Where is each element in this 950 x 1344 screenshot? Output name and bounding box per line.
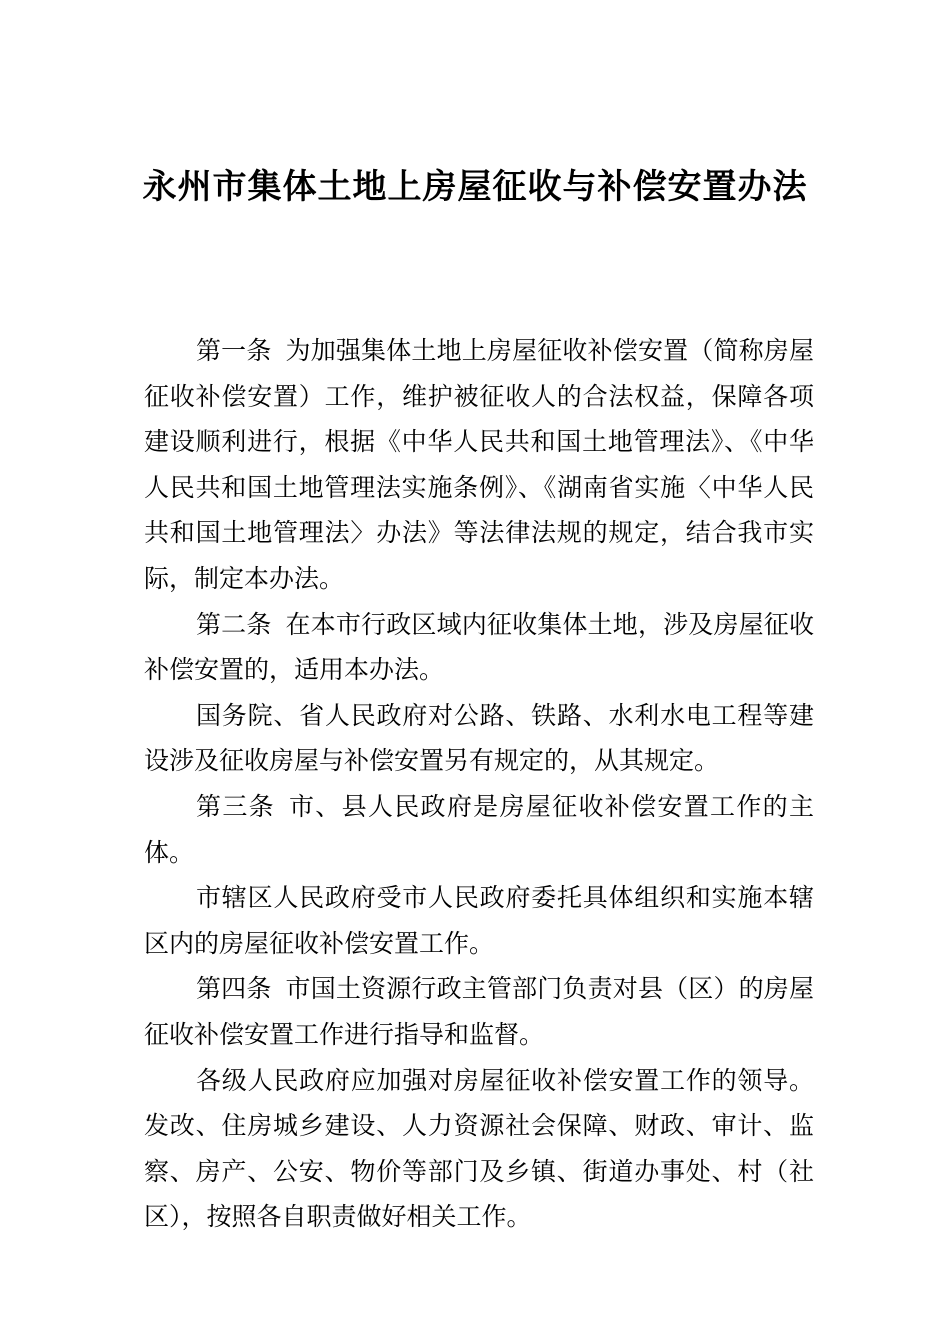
document-title: 永州市集体土地上房屋征收与补偿安置办法 [142, 167, 808, 207]
paragraph-text: 市国土资源行政主管部门负责对县（区）的房屋征收补偿安置工作进行指导和监督。 [144, 974, 814, 1049]
paragraph-article-4 [144, 966, 814, 1057]
article-label: 第二条 [196, 609, 272, 639]
paragraph-article-3 [144, 784, 814, 875]
article-label: 第四条 [196, 974, 272, 1004]
paragraph-text: 市、县人民政府是房屋征收补偿安置工作的主体。 [144, 791, 814, 867]
paragraph-text: 国务院、省人民政府对公路、铁路、水利水电工程等建设涉及征收房屋与补偿安置另有规定的，从其规定。 [144, 700, 814, 776]
paragraph-text: 市辖区人民政府受市人民政府委托具体组织和实施本辖区内的房屋征收补偿安置工作。 [144, 883, 814, 958]
paragraph-article-2 [144, 602, 814, 693]
document-body [144, 328, 814, 1240]
paragraph-article-3-clause [144, 875, 814, 966]
paragraph-text: 在本市行政区域内征收集体土地，涉及房屋征收补偿安置的，适用本办法。 [144, 609, 814, 685]
paragraph-text: 为加强集体土地上房屋征收补偿安置（简称房屋征收补偿安置）工作，维护被征收人的合法权益，保障各项建设顺利进行，根据《中华人民共和国土地管理法》、《中华人民共和国土地管理法实施条例》、《湖南省实施〈中华人民共和国土地管理法〉办法》等法律法规的规定，结合我市实际，制定本办法。 [144, 336, 814, 593]
paragraph-article-4-clause [144, 1058, 814, 1240]
paragraph-article-2-clause [144, 693, 814, 784]
paragraph-article-1 [144, 328, 814, 602]
article-label: 第一条 [196, 336, 272, 365]
article-label: 第三条 [196, 791, 275, 821]
paragraph-text: 各级人民政府应加强对房屋征收补偿安置工作的领导。发改、住房城乡建设、人力资源社会保障、财政、审计、监察、房产、公安、物价等部门及乡镇、街道办事处、村（社区），按照各自职责做好相关工作。 [144, 1065, 814, 1232]
